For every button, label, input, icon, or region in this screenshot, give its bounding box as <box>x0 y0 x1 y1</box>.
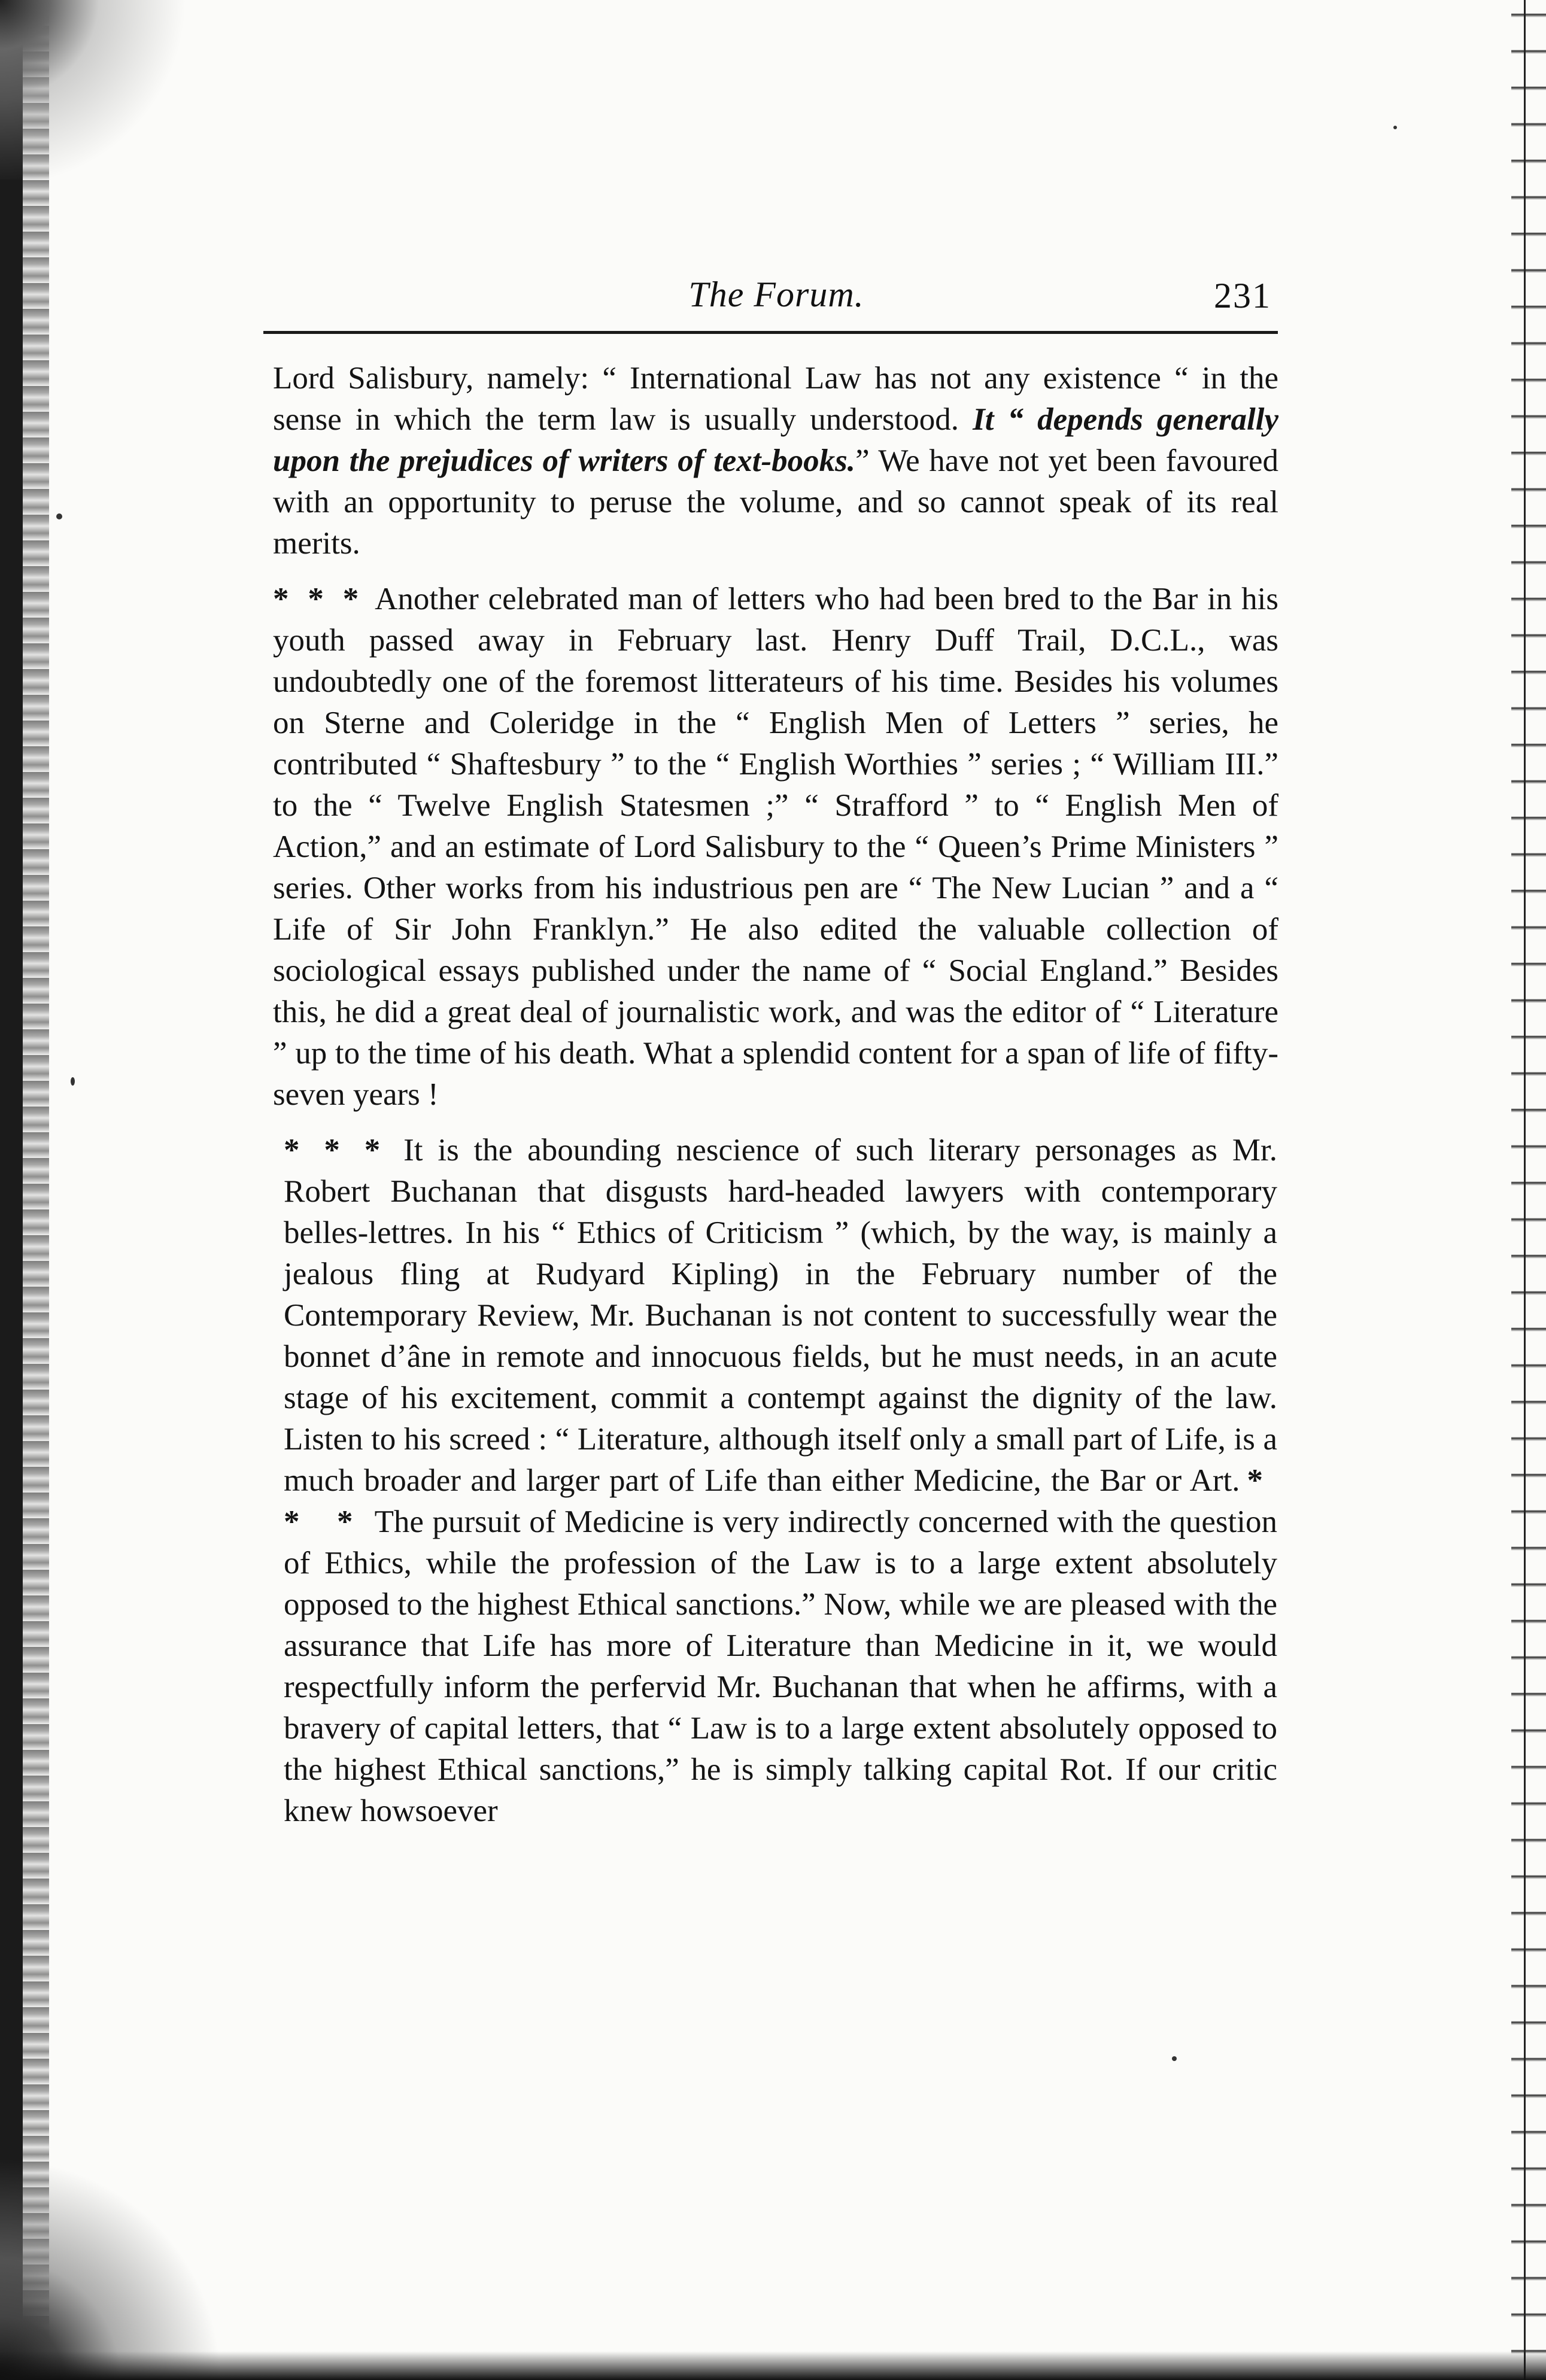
paragraph-2 <box>273 579 1278 1115</box>
scan-speck <box>1393 126 1397 129</box>
paragraph-1-text-b: ” We have not yet been favoured with an opportunity to peruse the volume, and so cannot speak of its real merits. <box>273 443 1278 561</box>
scan-shadow-top-left <box>0 0 251 180</box>
paragraph-3 <box>284 1130 1277 1832</box>
page-number: 231 <box>1214 276 1271 315</box>
scan-border-right <box>1524 0 1526 2380</box>
paragraph-1-italic-quote: It “ depends generally upon the prejudices of writers of text-books. <box>273 402 1279 478</box>
scan-shadow-bottom-left <box>0 2129 251 2380</box>
paragraph-3-text-a: It is the abounding nescience of such literary personages as Mr. Robert Buchanan that disgusts hard-headed lawyers with contemporary belles-lettres. In his “ Ethics of Criticism ” (which, by the way, is mainly a jealous fling at Rudyard Kipling) in the February number of the Contemporary Review, Mr. Buchanan is not content to successfully wear the bonnet d’âne in remote and innocuous fields, but he must needs, in an acute stage of his excitement, commit a contempt against the dignity of the law. Listen to his screed : “ Literature, although itself only a small part of Life, is a much broader and larger part of Life than either Medicine, the Bar or Art. <box>284 1133 1277 1498</box>
scan-speck <box>56 513 62 519</box>
paragraph-1 <box>273 358 1278 564</box>
article-body <box>273 358 1278 1832</box>
running-title: The Forum. <box>688 275 864 314</box>
paragraph-2-text: Another celebrated man of letters who had been bred to the Bar in his youth passed away in February last. Henry Duff Trail, D.C.L., was undoubtedly one of the foremost litterateurs of his time. Besides his volumes on Sterne and Coleridge in the “ English Men of Letters ” series, he contributed “ Shaftesbury ” to the “ English Worthies ” series ; “ William III.” to the “ Twelve English Statesmen ;” “ Strafford ” to “ English Men of Action,” and an estimate of Lord Salisbury to the “ Queen’s Prime Ministers ” series. Other works from his industrious pen are “ The New Lucian ” and a “ Life of Sir John Franklyn.” He also edited the valuable collection of sociological essays published under the name of “ Social England.” Besides this, he did a great deal of journalistic work, and was the editor of “ Literature ” up to the time of his death. What a splendid content for a span of life of fifty-seven years ! <box>273 582 1279 1112</box>
running-header <box>277 274 1276 328</box>
section-asterisks: * * * <box>284 1133 385 1168</box>
paragraph-1-text-a: Lord Salisbury, namely: “ International Law has not any existence “ in the sense in which the term law is usually understood. <box>273 361 1278 437</box>
inline-asterisks: * * * <box>284 1463 1277 1539</box>
header-rule <box>263 331 1278 334</box>
scan-speck <box>1172 2056 1177 2061</box>
scan-shadow-bottom <box>0 2351 1546 2380</box>
scan-noise-right <box>1511 0 1546 2380</box>
paragraph-3-text-b: The pursuit of Medicine is very indirectly concerned with the question of Ethics, while the profession of the Law is to a large extent absolutely opposed to the highest Ethical sanctions.” Now, while we are pleased with the assurance that Life has more of Literature than Medicine in it, we would respectfully inform the perfervid Mr. Buchanan that when he affirms, with a bravery of capital letters, that “ Law is to a large extent absolutely opposed to the highest Ethical sanctions,” he is simply talking capital Rot. If our critic knew howsoever <box>284 1504 1277 1828</box>
scan-speck <box>71 1077 75 1086</box>
scan-border-left <box>0 0 23 2380</box>
section-asterisks: * * * <box>273 582 364 616</box>
scan-noise-left <box>23 0 49 2380</box>
